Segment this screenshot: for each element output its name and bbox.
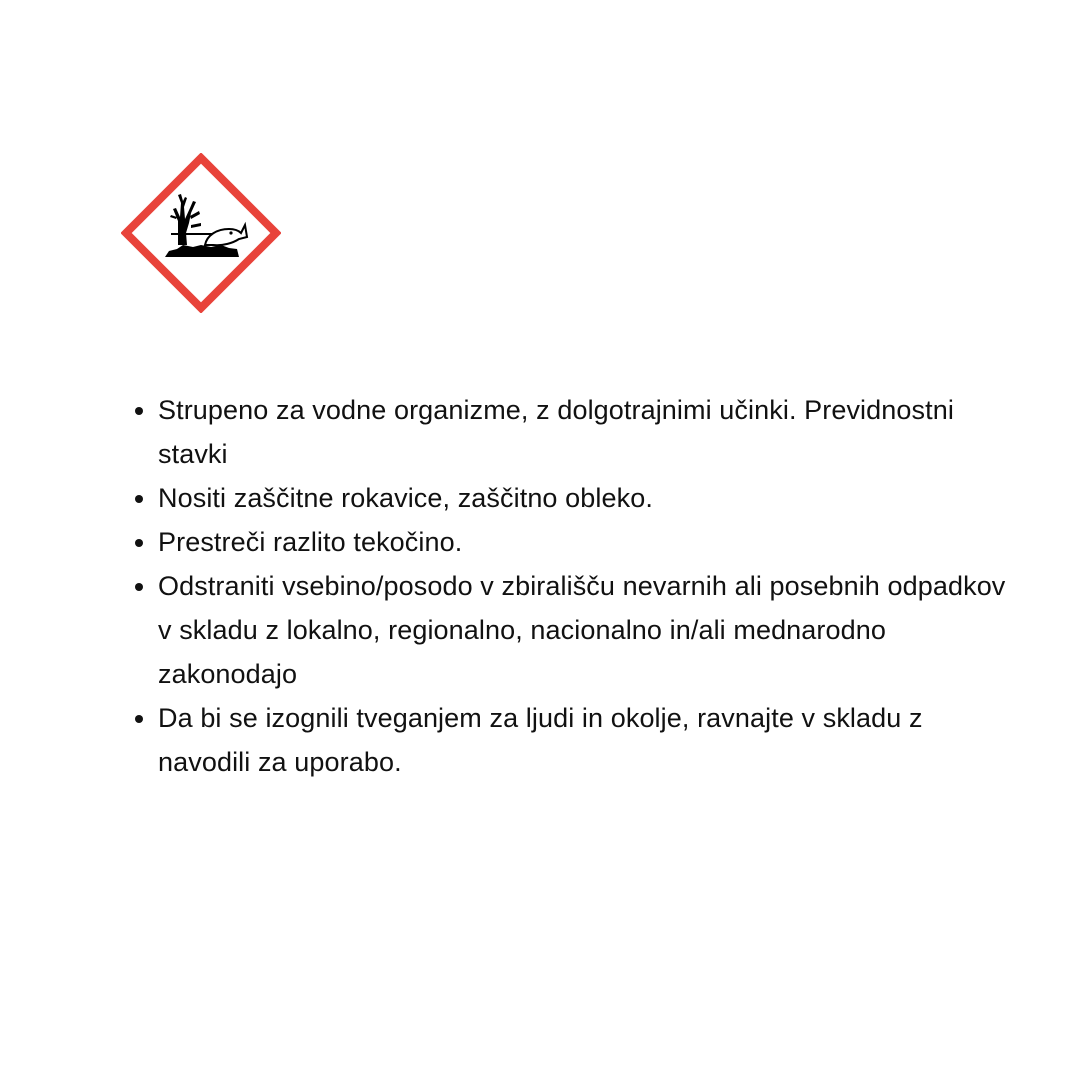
bullet-icon	[135, 407, 143, 415]
environment-hazard-icon	[121, 153, 281, 313]
bullet-icon	[135, 583, 143, 591]
bullet-icon	[135, 495, 143, 503]
list-item	[128, 476, 1008, 520]
list-item	[128, 520, 1008, 564]
statement-text: Odstraniti vsebino/posodo v zbirališču nevarnih ali posebnih odpadkov v skladu z lokalno, regionalno, nacionalno in/ali mednarodno zakonodajo	[158, 571, 1006, 689]
statement-text: Da bi se izognili tveganjem za ljudi in okolje, ravnajte v skladu z navodili za uporabo.	[158, 703, 923, 777]
statement-text: Prestreči razlito tekočino.	[158, 527, 463, 557]
bullet-icon	[135, 715, 143, 723]
bullet-icon	[135, 539, 143, 547]
statement-text: Nositi zaščitne rokavice, zaščitno obleko.	[158, 483, 653, 513]
hazard-statement-list	[128, 388, 1008, 784]
list-item	[128, 696, 1008, 784]
list-item	[128, 564, 1008, 696]
list-item	[128, 388, 1008, 476]
statement-text: Strupeno za vodne organizme, z dolgotrajnimi učinki. Previdnostni stavki	[158, 395, 954, 469]
